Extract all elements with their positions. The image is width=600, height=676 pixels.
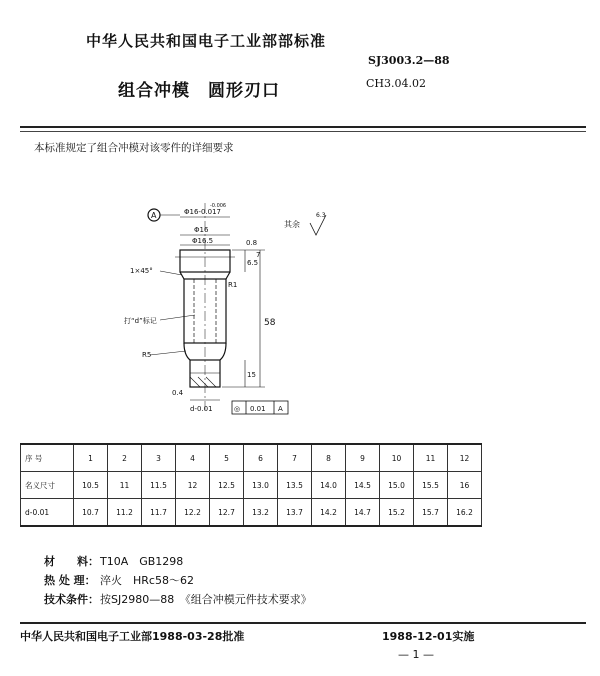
cell-d-3: 11.7 xyxy=(142,499,176,527)
tech-conditions-line xyxy=(44,590,312,609)
heat-treatment-line xyxy=(44,571,312,590)
cell-seq-11: 11 xyxy=(414,444,448,472)
top-rule-thin xyxy=(20,131,586,132)
cell-nominal-2: 11 xyxy=(108,472,142,499)
heat-treatment-label: 热 处 理： xyxy=(44,574,96,587)
cell-d-8: 14.2 xyxy=(312,499,346,527)
cell-d-4: 12.2 xyxy=(176,499,210,527)
cell-nominal-6: 13.0 xyxy=(244,472,278,499)
cell-seq-8: 8 xyxy=(312,444,346,472)
cell-seq-12: 12 xyxy=(448,444,482,472)
cell-d-7: 13.7 xyxy=(278,499,312,527)
datum-label: A xyxy=(151,211,157,220)
cell-seq-1: 1 xyxy=(74,444,108,472)
page-number: — 1 — xyxy=(398,648,434,661)
material-label: 材 料： xyxy=(44,555,99,568)
dim-tol-diam: Φ16-0.017 xyxy=(184,208,221,216)
dim-7: 7 xyxy=(256,251,261,259)
dim-08: 0.8 xyxy=(246,239,258,247)
runout-datum: A xyxy=(278,405,283,413)
cell-nominal-8: 14.0 xyxy=(312,472,346,499)
dim-04: 0.4 xyxy=(172,389,184,397)
tech-conditions-value: 按SJ2980—88 《组合冲模元件技术要求》 xyxy=(100,593,312,606)
row-label-d: d-0.01 xyxy=(21,499,74,527)
table-row-nominal xyxy=(21,472,482,499)
top-rule xyxy=(20,126,586,128)
document-title: 组合冲模 圆形刃口 xyxy=(118,81,280,101)
cell-nominal-9: 14.5 xyxy=(346,472,380,499)
cell-seq-6: 6 xyxy=(244,444,278,472)
cell-d-12: 16.2 xyxy=(448,499,482,527)
dim-58: 58 xyxy=(264,318,276,328)
standard-org: 中华人民共和国电子工业部部标准 xyxy=(86,32,327,50)
marking-label: 打“d”标记 xyxy=(124,317,157,325)
tech-conditions-label: 技术条件： xyxy=(44,593,99,606)
cell-d-1: 10.7 xyxy=(74,499,108,527)
intro-text: 本标准规定了组合冲模对该零件的详细要求 xyxy=(34,142,234,154)
cell-d-9: 14.7 xyxy=(346,499,380,527)
row-label-seq: 序 号 xyxy=(21,444,74,472)
cell-d-10: 15.2 xyxy=(380,499,414,527)
cell-nominal-11: 15.5 xyxy=(414,472,448,499)
cell-d-5: 12.7 xyxy=(210,499,244,527)
material-line xyxy=(44,552,312,571)
cell-nominal-10: 15.0 xyxy=(380,472,414,499)
approval-text: 中华人民共和国电子工业部1988-03-28批准 xyxy=(20,630,245,643)
part-drawing xyxy=(120,195,350,425)
cell-nominal-7: 13.5 xyxy=(278,472,312,499)
chamfer-label: 1×45° xyxy=(130,267,153,275)
runout-symbol: ◎ xyxy=(234,405,241,413)
cell-d-2: 11.2 xyxy=(108,499,142,527)
cell-seq-10: 10 xyxy=(380,444,414,472)
table-row-seq xyxy=(21,444,482,472)
dim-d16: Φ16 xyxy=(194,226,209,234)
size-table xyxy=(20,443,482,527)
cell-nominal-12: 16 xyxy=(448,472,482,499)
cell-d-11: 15.7 xyxy=(414,499,448,527)
dim-tol-upper: -0.006 xyxy=(210,203,227,209)
effective-date: 1988-12-01实施 xyxy=(382,630,475,643)
radius5-label: R5 xyxy=(142,351,152,359)
bottom-rule xyxy=(20,622,586,624)
material-specs xyxy=(44,552,312,609)
cell-seq-4: 4 xyxy=(176,444,210,472)
cell-seq-2: 2 xyxy=(108,444,142,472)
cell-nominal-4: 12 xyxy=(176,472,210,499)
roughness-value: 6.3 xyxy=(316,212,326,219)
dim-65: 6.5 xyxy=(247,259,259,267)
roughness-rest-label: 其余 xyxy=(284,220,300,229)
table-row-d xyxy=(21,499,482,527)
row-label-nominal: 名义尺寸 xyxy=(21,472,74,499)
dim-d165: Φ16.5 xyxy=(192,237,214,245)
cell-d-6: 13.2 xyxy=(244,499,278,527)
cell-nominal-5: 12.5 xyxy=(210,472,244,499)
material-value: T10A GB1298 xyxy=(100,555,184,568)
heat-treatment-value: 淬火 HRc58～62 xyxy=(100,574,194,587)
cell-nominal-1: 10.5 xyxy=(74,472,108,499)
cell-nominal-3: 11.5 xyxy=(142,472,176,499)
dim-15: 15 xyxy=(247,371,256,379)
standard-code: SJ3003.2—88 xyxy=(368,54,450,67)
dim-d-tol: d-0.01 xyxy=(190,405,213,413)
cell-seq-3: 3 xyxy=(142,444,176,472)
cell-seq-5: 5 xyxy=(210,444,244,472)
standard-code-secondary: CH3.04.02 xyxy=(366,77,426,90)
cell-seq-9: 9 xyxy=(346,444,380,472)
cell-seq-7: 7 xyxy=(278,444,312,472)
runout-value: 0.01 xyxy=(250,405,266,413)
radius1-label: R1 xyxy=(228,281,238,289)
